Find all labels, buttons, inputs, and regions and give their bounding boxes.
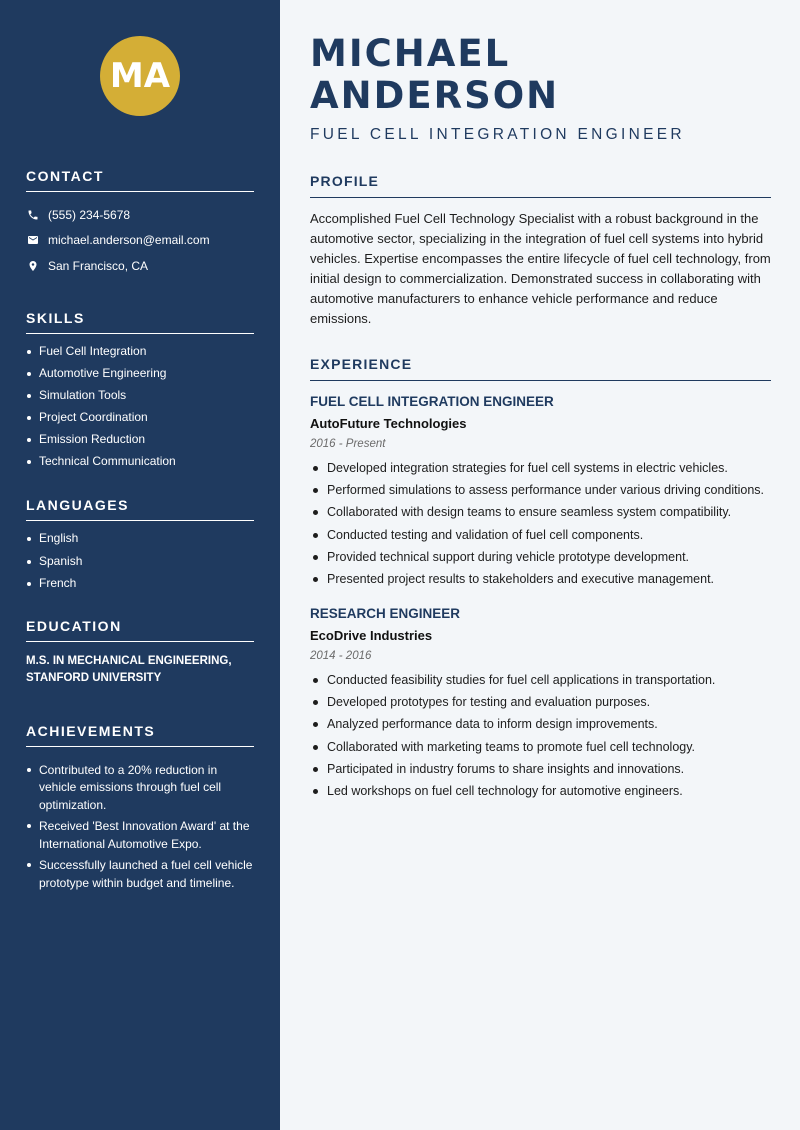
- list-item: Fuel Cell Integration: [26, 344, 254, 359]
- languages-heading: LANGUAGES: [26, 497, 254, 521]
- languages-list: [26, 531, 254, 590]
- list-item: Automotive Engineering: [26, 366, 254, 381]
- experience-section: [310, 356, 771, 800]
- list-item: Spanish: [26, 554, 254, 569]
- job-entry: [310, 606, 771, 800]
- job-dates: 2014 - 2016: [310, 649, 372, 662]
- job-entry: [310, 394, 771, 588]
- job-bullets: [310, 671, 771, 800]
- contact-heading: CONTACT: [26, 168, 254, 192]
- skills-section: [26, 310, 254, 470]
- sidebar: [0, 0, 280, 1130]
- list-item: Technical Communication: [26, 454, 254, 469]
- profile-section: [310, 173, 771, 329]
- phone-text: (555) 234-5678: [48, 207, 131, 222]
- email-text: michael.anderson@email.com: [48, 233, 210, 248]
- contact-section: [26, 168, 254, 279]
- avatar: MA: [100, 36, 180, 116]
- list-item: Led workshops on fuel cell technology for automotive engineers.: [310, 782, 771, 800]
- job-dates: 2016 - Present: [310, 438, 386, 450]
- list-item: Received 'Best Innovation Award' at the International Automotive Expo.: [26, 818, 254, 853]
- list-item: Conducted testing and validation of fuel cell components.: [310, 526, 771, 544]
- education-degree: M.S. IN MECHANICAL ENGINEERING, STANFORD UNIVERSITY: [26, 654, 232, 684]
- list-item: Participated in industry forums to share insights and innovations.: [310, 760, 771, 778]
- profile-heading: PROFILE: [310, 173, 771, 198]
- job-title: FUEL CELL INTEGRATION ENGINEER: [310, 394, 554, 409]
- list-item: Project Coordination: [26, 410, 254, 425]
- education-heading: EDUCATION: [26, 618, 254, 642]
- location-text: San Francisco, CA: [48, 258, 149, 273]
- contact-phone: [26, 202, 254, 228]
- contact-list: [26, 202, 254, 279]
- list-item: Contributed to a 20% reduction in vehicle emissions through fuel cell optimization.: [26, 762, 254, 815]
- achievements-section: [26, 723, 254, 893]
- company-name: AutoFuture Technologies: [310, 416, 467, 431]
- contact-email: [26, 228, 254, 254]
- list-item: Conducted feasibility studies for fuel cell applications in transportation.: [310, 671, 771, 689]
- list-item: French: [26, 576, 254, 591]
- contact-location: [26, 253, 254, 279]
- list-item: Successfully launched a fuel cell vehicle prototype within budget and timeline.: [26, 857, 254, 892]
- list-item: Provided technical support during vehicle prototype development.: [310, 548, 771, 566]
- achievements-heading: ACHIEVEMENTS: [26, 723, 254, 747]
- achievements-list: [26, 762, 254, 893]
- skills-list: [26, 344, 254, 470]
- languages-section: [26, 497, 254, 590]
- list-item: Collaborated with marketing teams to promote fuel cell technology.: [310, 738, 771, 756]
- list-item: Emission Reduction: [26, 432, 254, 447]
- list-item: Developed prototypes for testing and evaluation purposes.: [310, 693, 771, 711]
- list-item: Analyzed performance data to inform design improvements.: [310, 715, 771, 733]
- phone-icon: [26, 208, 39, 221]
- job-title: RESEARCH ENGINEER: [310, 605, 461, 621]
- email-icon: [26, 234, 39, 247]
- location-pin-icon: [26, 259, 39, 272]
- education-section: [26, 618, 254, 687]
- list-item: English: [26, 531, 254, 546]
- candidate-title: FUEL CELL INTEGRATION ENGINEER: [310, 126, 685, 143]
- list-item: Developed integration strategies for fuel cell systems in electric vehicles.: [310, 459, 771, 477]
- company-name: EcoDrive Industries: [310, 627, 433, 643]
- candidate-name: MICHAEL ANDERSON: [310, 32, 560, 117]
- profile-text: Accomplished Fuel Cell Technology Specialist with a robust background in the automotive sector, specializing in the integration of fuel cell systems into hybrid vehicles. Expertise encompasses the entire lifecycle of fuel cell technology, from initial design to commercialization. Demonstrated success in collaborating with automotive manufacturers to enhance vehicle performance and reduce emissions.: [310, 211, 771, 326]
- main-content: [280, 0, 800, 1130]
- list-item: Performed simulations to assess performance under various driving conditions.: [310, 481, 771, 499]
- list-item: Presented project results to stakeholders and executive management.: [310, 570, 771, 588]
- list-item: Simulation Tools: [26, 388, 254, 403]
- job-bullets: [310, 459, 771, 588]
- list-item: Collaborated with design teams to ensure seamless system compatibility.: [310, 503, 771, 521]
- experience-heading: EXPERIENCE: [310, 356, 771, 381]
- skills-heading: SKILLS: [26, 310, 254, 334]
